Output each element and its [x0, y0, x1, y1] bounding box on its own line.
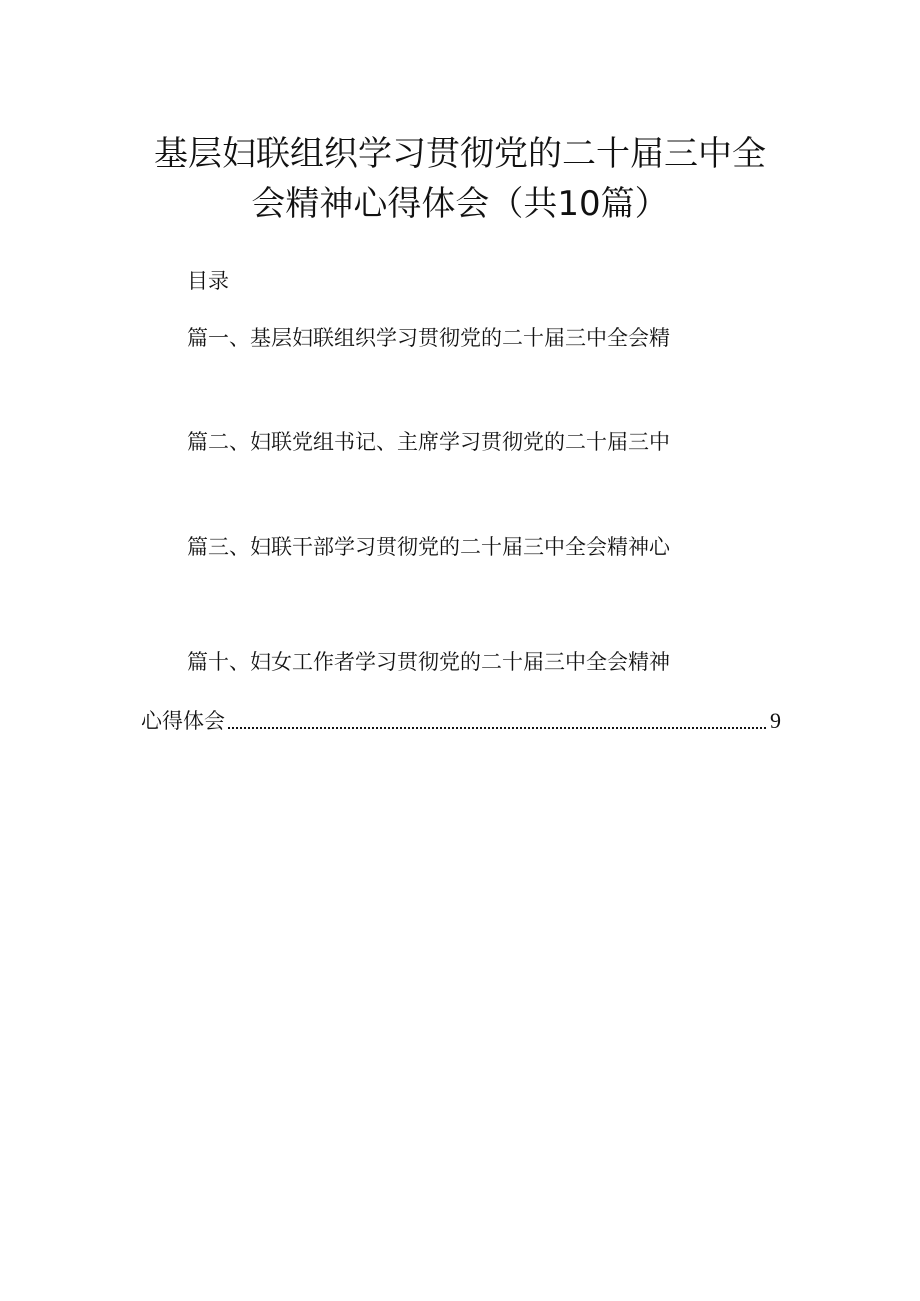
toc-dot-leader: [228, 727, 766, 729]
toc-entry-10-continuation[interactable]: [141, 705, 781, 735]
toc-entry-1[interactable]: 篇一、基层妇联组织学习贯彻党的二十届三中全会精: [187, 326, 670, 350]
document-title-line-2: 会精神心得体会（共10篇）: [251, 184, 669, 224]
toc-entry-10[interactable]: 篇十、妇女工作者学习贯彻党的二十届三中全会精神: [187, 650, 670, 674]
document-title-line-1: 基层妇联组织学习贯彻党的二十届三中全: [154, 134, 766, 174]
toc-page-number: 9: [770, 708, 781, 733]
toc-entry-3[interactable]: 篇三、妇联干部学习贯彻党的二十届三中全会精神心: [187, 535, 670, 559]
toc-entry-10-continuation-text: 心得体会: [141, 709, 225, 733]
toc-entry-2[interactable]: 篇二、妇联党组书记、主席学习贯彻党的二十届三中: [187, 430, 670, 454]
toc-heading: 目录: [187, 269, 229, 293]
